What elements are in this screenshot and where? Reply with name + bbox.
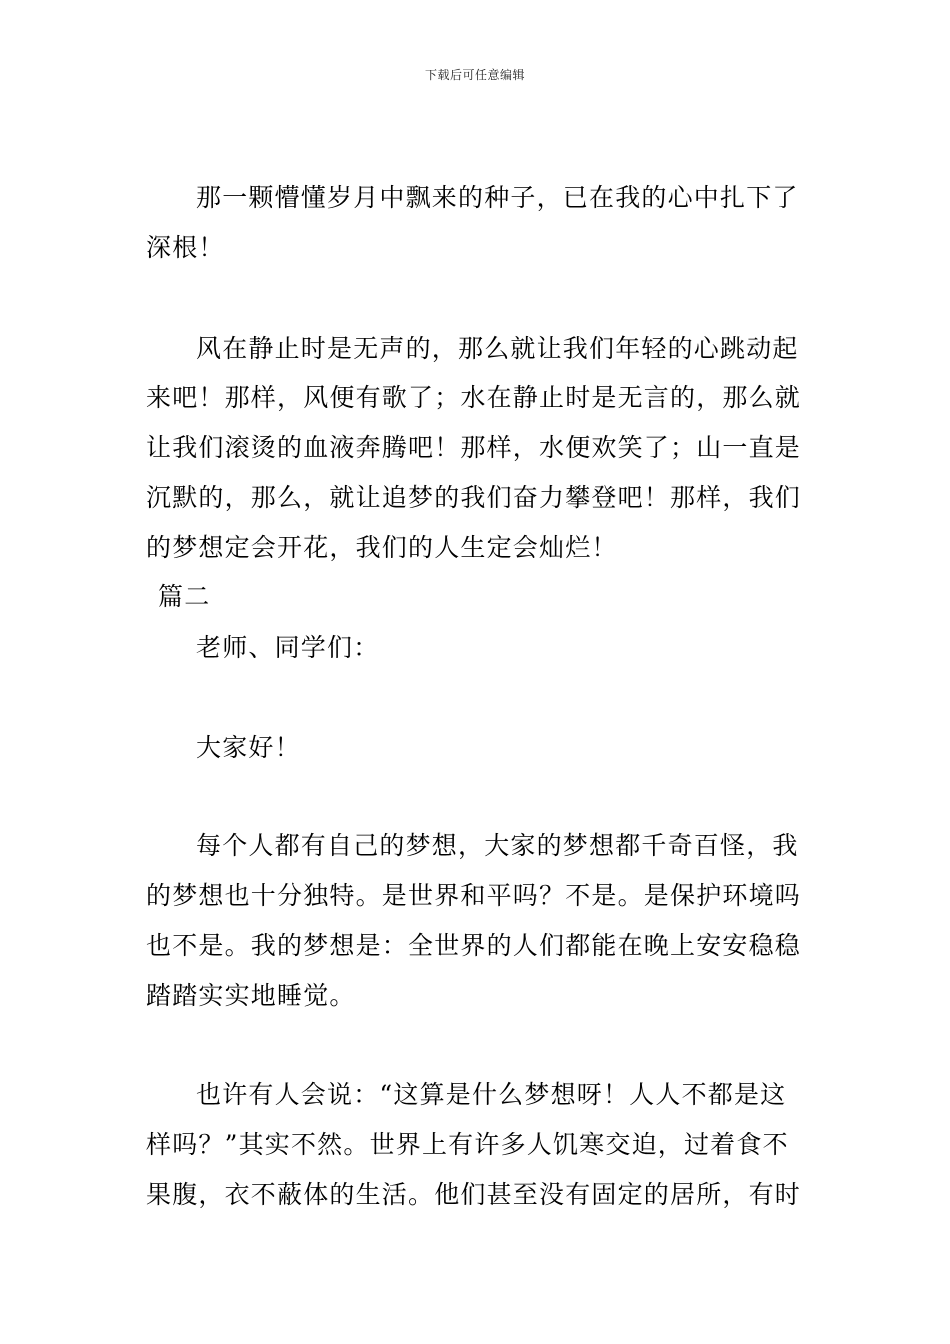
paragraph-line: 那一颗懵懂岁月中飘来的种子，已在我的心中扎下了 [196,183,799,212]
paragraph-line: 的梦想也十分独特。是世界和平吗？不是。是保护环境吗 [146,881,802,910]
paragraph-line: 深根！ [146,233,225,262]
section-heading: 篇二 [158,582,211,611]
paragraph-line: 果腹，衣不蔽体的生活。他们甚至没有固定的居所，有时 [146,1180,802,1209]
paragraph-line: 每个人都有自己的梦想，大家的梦想都千奇百怪，我 [196,831,799,860]
paragraph-line: 也不是。我的梦想是：全世界的人们都能在晚上安安稳稳 [146,931,802,960]
paragraph-line: 沉默的，那么，就让追梦的我们奋力攀登吧！那样，我们 [146,483,802,512]
paragraph-line: 样吗？”其实不然。世界上有许多人饥寒交迫，过着食不 [146,1130,789,1159]
paragraph-line: 来吧！那样，风便有歌了；水在静止时是无言的，那么就 [146,383,802,412]
paragraph-line: 让我们滚烫的血液奔腾吧！那样，水便欢笑了；山一直是 [146,433,802,462]
paragraph-line: 风在静止时是无声的，那么就让我们年轻的心跳动起 [196,334,799,363]
paragraph-line: 踏踏实实地睡觉。 [146,981,356,1010]
paragraph-line: 的梦想定会开花，我们的人生定会灿烂！ [146,533,618,562]
greeting: 大家好！ [196,733,301,762]
paragraph-line: 也许有人会说：“这算是什么梦想呀！人人不都是这 [196,1080,787,1109]
header-note: 下载后可任意编辑 [424,68,525,82]
salutation: 老师、同学们： [196,633,380,662]
